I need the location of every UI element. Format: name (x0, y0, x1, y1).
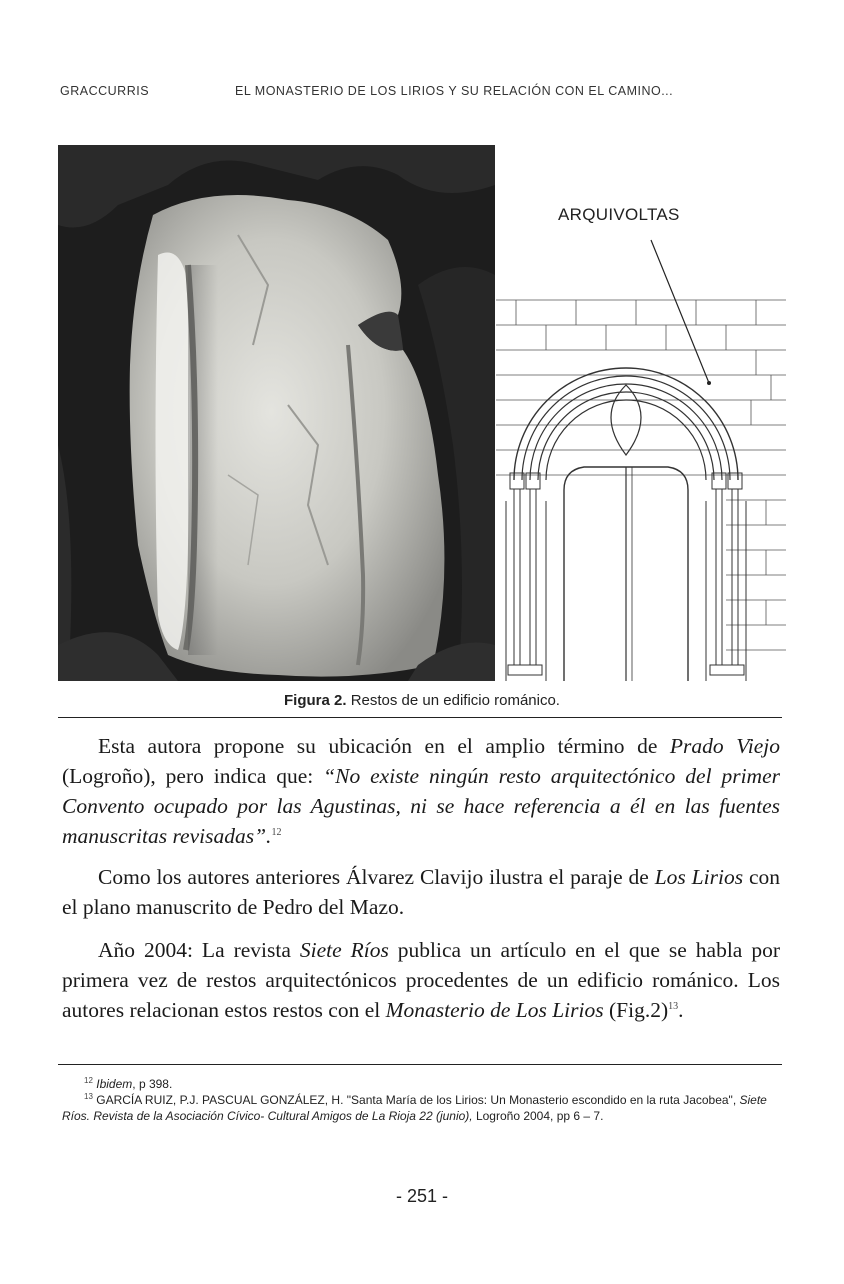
figure-caption-text: Restos de un edificio románico. (346, 692, 560, 709)
footnote-13-number: 13 (84, 1092, 93, 1101)
paragraph-3-italic-2: Monasterio de Los Lirios (385, 998, 604, 1022)
paragraph-1-text-1: Esta autora propone su ubicación en el amplio término de (98, 734, 670, 758)
footnote-12-italic: Ibidem (96, 1077, 133, 1091)
paragraph-3-italic-1: Siete Ríos (299, 938, 389, 962)
page-number: - 251 - (395, 1186, 449, 1206)
paragraph-1-quote: “No existe ningún resto arquitectónico del primer Convento ocupado por las Agustinas, ni se hace referencia a él en las fuentes manuscritas revisadas”. (62, 764, 780, 848)
paragraph-2 (62, 862, 780, 922)
caption-rule (58, 717, 782, 718)
stone-fragment-photo (58, 145, 495, 681)
figure-2 (58, 145, 782, 681)
figure-caption-number: Figura 2. (284, 692, 347, 709)
footnote-ref-13[interactable]: 13 (668, 1000, 679, 1012)
footnote-12-text: , p 398. (132, 1077, 173, 1091)
footnote-13-text-1: GARCÍA RUIZ, P.J. PASCUAL GONZÁLEZ, H. "Santa María de los Lirios: Un Monasterio escondido en la ruta Jacobea", (96, 1093, 740, 1107)
paragraph-3-text-1: Año 2004: La revista (98, 938, 300, 962)
footnote-rule (58, 1064, 782, 1065)
stone-photo-graphic (58, 145, 495, 681)
portal-drawing-graphic (496, 145, 786, 681)
footnote-12 (62, 1076, 780, 1092)
paragraph-3 (62, 935, 780, 1025)
footnote-13-italic: Siete Ríos. Revista de la Asociación Cívico- Cultural Amigos de La Rioja 22 (junio), (62, 1093, 767, 1123)
paragraph-1-italic-1: Prado Viejo (669, 734, 780, 758)
paragraph-3-text-4: . (678, 998, 684, 1022)
paragraph-1-text-2: (Logroño), pero indica que: (62, 764, 324, 788)
paragraph-3-text-3: (Fig.2) (603, 998, 669, 1022)
footnotes (62, 1076, 780, 1124)
running-head-journal: GRACCURRIS (60, 84, 150, 98)
paragraph-2-text-2: con el plano manuscrito de Pedro del Mazo. (62, 865, 780, 919)
running-head-title: EL MONASTERIO DE LOS LIRIOS Y SU RELACIÓN CON EL CAMINO... (235, 84, 674, 98)
paragraph-1 (62, 731, 780, 851)
footnote-12-number: 12 (84, 1076, 93, 1085)
portal-elevation-drawing (496, 145, 786, 681)
paragraph-2-text-1: Como los autores anteriores Álvarez Clavijo ilustra el paraje de (98, 865, 655, 889)
paragraph-3-text-2: publica un artículo en el que se habla por primera vez de restos arquitectónicos procedentes de un edificio románico. Los autores relacionan estos restos con el (62, 938, 780, 1022)
footnote-ref-12[interactable]: 12 (271, 826, 282, 838)
footnote-13-text-2: Logroño 2004, pp 6 – 7. (472, 1109, 604, 1123)
footnote-13 (62, 1092, 780, 1124)
arquivoltas-label: ARQUIVOLTAS (558, 205, 680, 224)
paragraph-2-italic-1: Los Lirios (654, 865, 744, 889)
figure-caption (0, 692, 844, 709)
